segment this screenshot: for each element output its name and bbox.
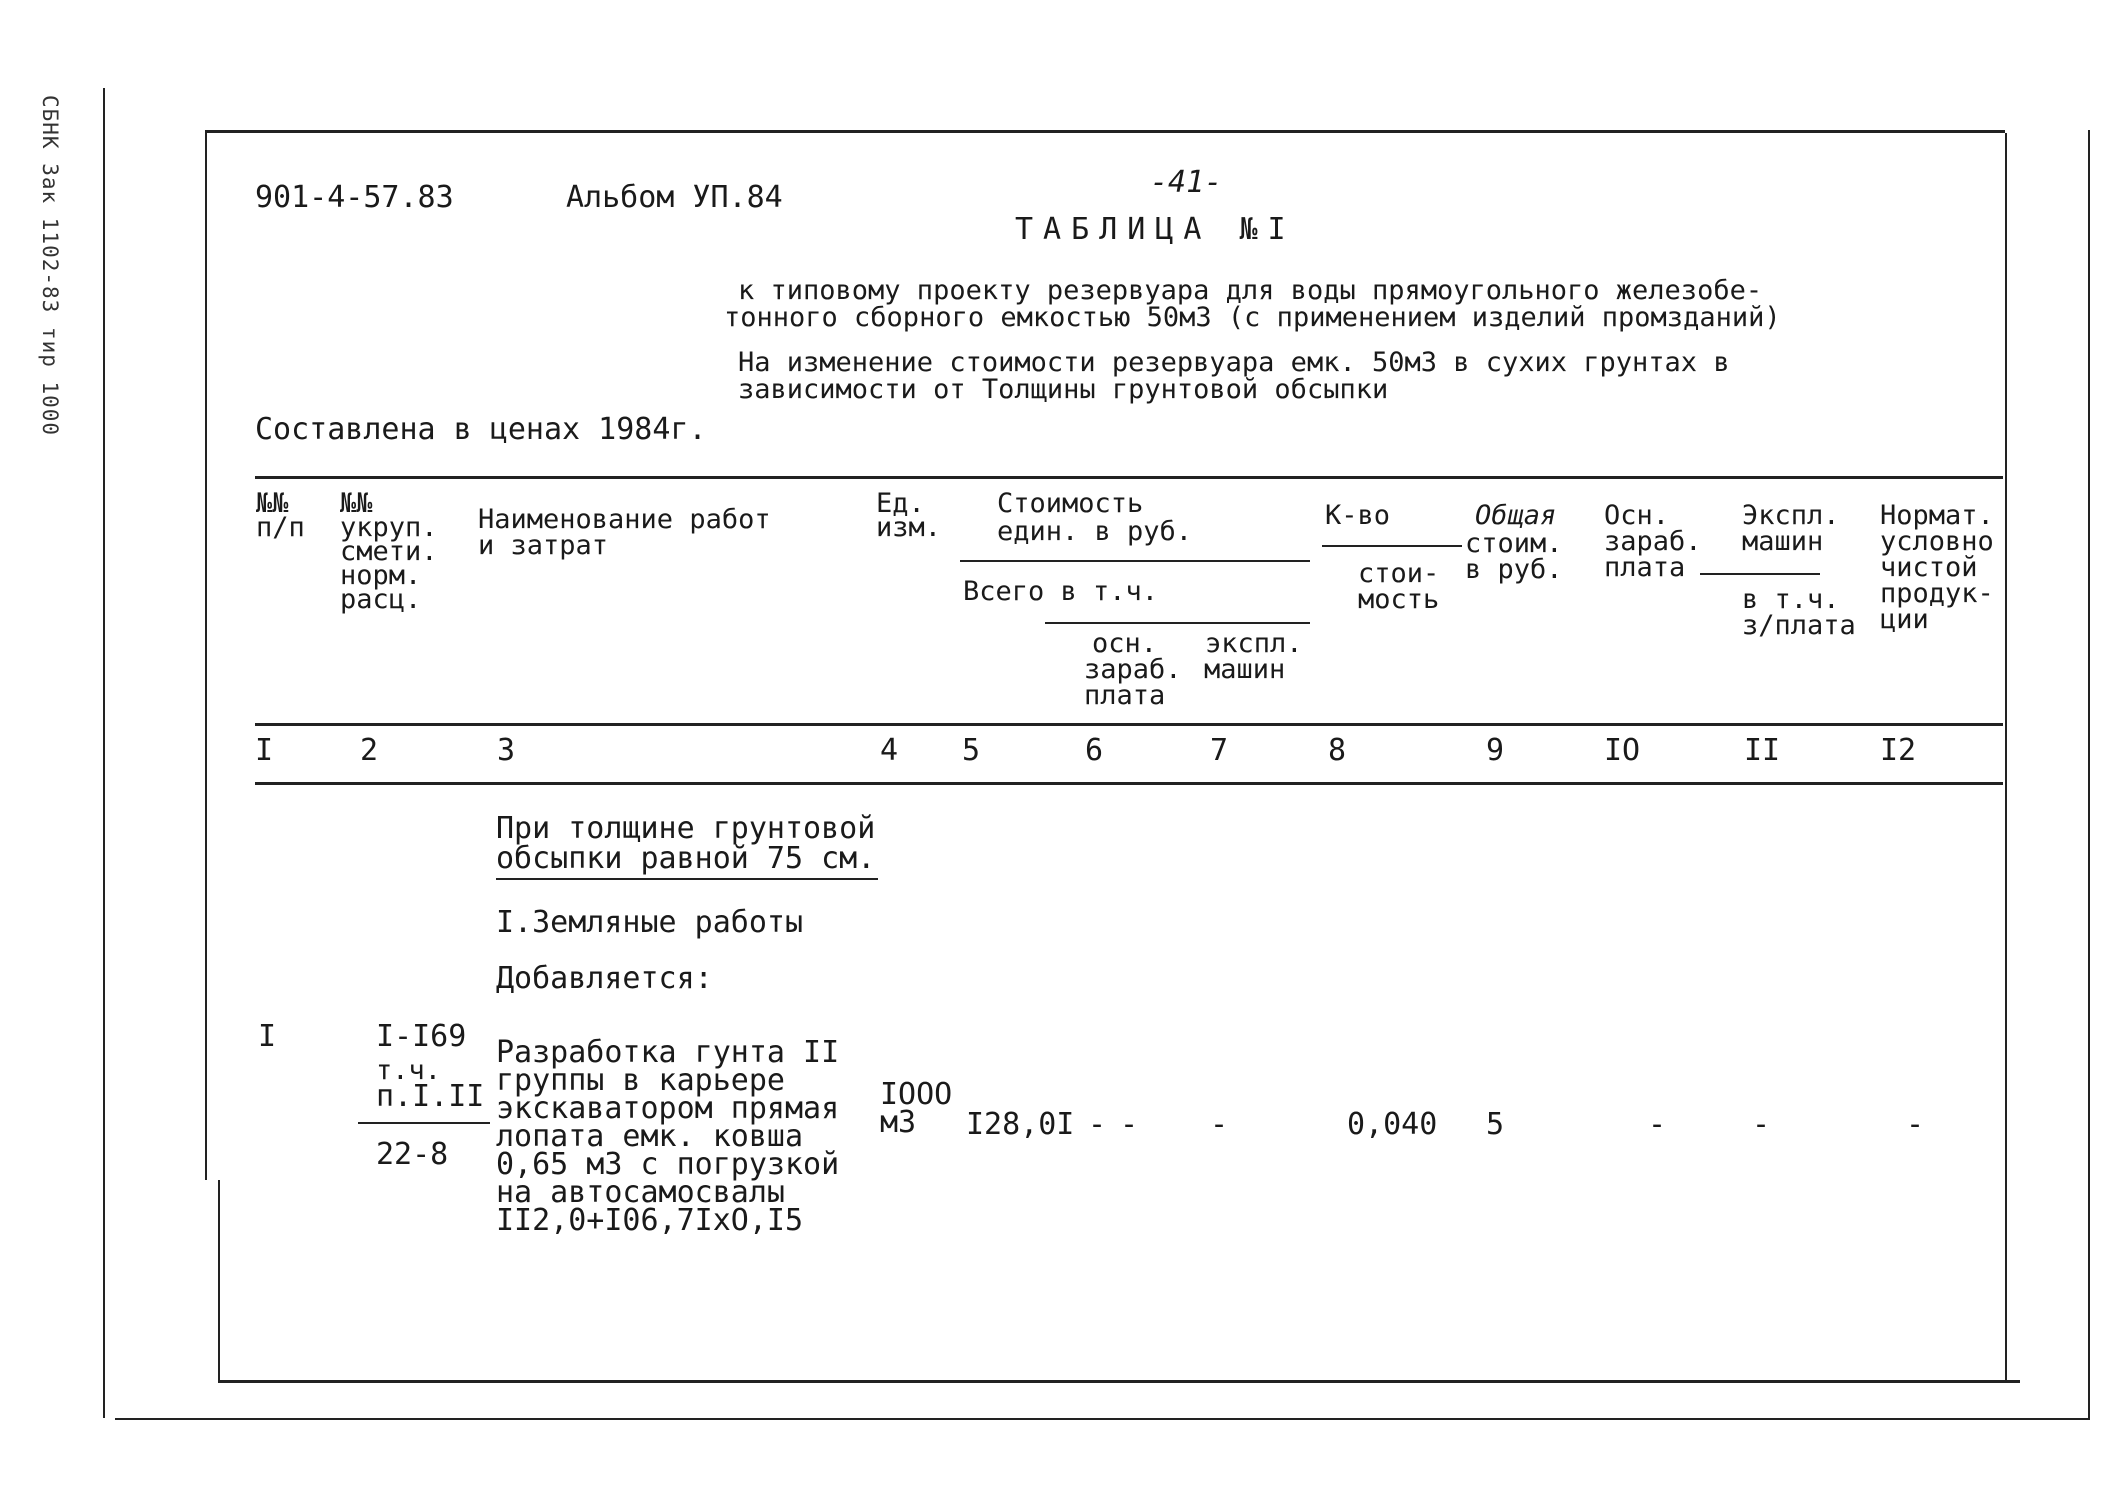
hdr-c4-l1: Ед.: [876, 488, 925, 519]
hdr-c12-l4: продук-: [1880, 578, 1994, 609]
colnum-5: 5: [962, 733, 981, 768]
section-heading-l2: обсыпки равной 75 см.: [496, 841, 876, 876]
section-heading-underline: [496, 878, 878, 880]
cost-under-line: [960, 560, 1310, 562]
page-number: -41-: [1150, 165, 1223, 200]
hdr-c12-l1: Нормат.: [1880, 500, 1994, 531]
row-name-l1: Разработка гунта II: [496, 1035, 840, 1070]
inner-left: [205, 130, 207, 1180]
row-qty: 0,040: [1347, 1107, 1438, 1142]
hdr-c2-l5: расц.: [340, 584, 422, 615]
row-unit-l1: IOOO: [880, 1077, 953, 1112]
row-c7: -: [1210, 1107, 1229, 1142]
row-total: I28,0I: [966, 1107, 1075, 1142]
colnum-10: IO: [1604, 733, 1641, 768]
hdr-c9-l3: в руб.: [1465, 554, 1563, 585]
section-heading-l1: При толщине грунтовой: [496, 811, 876, 846]
hdr-c11-l4: з/плата: [1742, 610, 1856, 641]
side-stamp-text: СБНК 3ак 1102-83 тир 1000: [38, 95, 62, 437]
hdr-c12-l2: условно: [1880, 526, 1994, 557]
album-label: Альбом УП.84: [566, 180, 783, 215]
row-c11: -: [1752, 1107, 1771, 1142]
hdr-c2-l1: №№: [340, 488, 373, 519]
subtitle-line-2: тонного сборного емкостью 50м3 (с применением изделий промзданий): [724, 302, 1781, 333]
hdr-c2-l4: норм.: [340, 560, 422, 591]
hdr-c10-l1: Осн.: [1604, 500, 1670, 531]
hdr-c7-l2: машин: [1204, 654, 1286, 685]
colnum-11: II: [1744, 733, 1781, 768]
hdr-c2-l2: укруп.: [340, 512, 438, 543]
row-name-l3: экскаватором прямая: [496, 1091, 840, 1126]
hdr-c3-l1: Наименование работ: [478, 504, 771, 535]
hdr-c8-top: К-во: [1325, 500, 1391, 531]
hdr-cost-l2: един. в руб.: [997, 516, 1193, 547]
vsego-under-line: [1045, 622, 1310, 624]
inner-left-lower: [218, 1180, 220, 1380]
hdr-c2-l3: смети.: [340, 536, 438, 567]
hdr-c11-l1: Экспл.: [1742, 500, 1840, 531]
row-c10: -: [1648, 1107, 1667, 1142]
row-unit-l2: м3: [880, 1105, 917, 1140]
hdr-c12-l5: ции: [1880, 604, 1929, 635]
colnum-8: 8: [1328, 733, 1347, 768]
row-norm-l3: п.I.II: [376, 1079, 485, 1114]
composed-prices: Составлена в ценах 1984г.: [255, 412, 707, 447]
colnum-7: 7: [1210, 733, 1229, 768]
hdr-c6-l1: осн.: [1092, 628, 1158, 659]
subtitle-line-4: зависимости от Толщины грунтовой обсыпки: [738, 374, 1389, 405]
hdr-c3-l2: и затрат: [478, 530, 609, 561]
row-number: I: [258, 1019, 277, 1054]
section-group: I.Земляные работы: [496, 905, 804, 940]
colnum-3: 3: [497, 733, 516, 768]
frame-left: [103, 88, 105, 1418]
row-name-l6: на автосамосвалы: [496, 1175, 785, 1210]
hdr-c5-total: Всего в т.ч.: [963, 576, 1159, 607]
hdr-c8-l2: мость: [1358, 584, 1440, 615]
row-sum: 5: [1486, 1107, 1505, 1142]
table-top-line: [255, 476, 2003, 479]
colnum-6: 6: [1085, 733, 1104, 768]
hdr-c1-l2: п/п: [256, 512, 305, 543]
row-name-l2: группы в карьере: [496, 1063, 785, 1098]
row-name-l5: 0,65 м3 с погрузкой: [496, 1147, 840, 1182]
hdr-c9-l1: Общая: [1475, 500, 1557, 531]
row-name-l4: лопата емк. ковша: [496, 1119, 804, 1154]
row-name-l7: II2,0+I06,7IxO,I5: [496, 1203, 804, 1238]
inner-bottom: [218, 1380, 2020, 1383]
machines-under-line: [1700, 573, 1820, 575]
colnum-12: I2: [1880, 733, 1917, 768]
hdr-c11-l3: в т.ч.: [1742, 584, 1840, 615]
row-c6: -: [1120, 1107, 1139, 1142]
hdr-c10-l3: плата: [1604, 552, 1686, 583]
subtitle-line-3: На изменение стоимости резервуара емк. 50м3 в сухих грунтах в: [738, 347, 1730, 378]
hdr-c6-l3: плата: [1084, 680, 1166, 711]
hdr-cost-l1: Стоимость: [997, 488, 1144, 519]
section-added: Добавляется:: [496, 961, 713, 996]
row-norm-divider: [358, 1122, 490, 1124]
header-bottom-line: [255, 723, 2003, 726]
hdr-c12-l3: чистой: [1880, 552, 1978, 583]
hdr-c6-l2: зараб.: [1084, 654, 1182, 685]
hdr-c8-l1: стои-: [1358, 558, 1440, 589]
hdr-c11-l2: машин: [1742, 526, 1824, 557]
subtitle-line-1: к типовому проекту резервуара для воды прямоугольного железобе-: [738, 275, 1763, 306]
row-norm-bottom: 22-8: [376, 1137, 449, 1172]
frame-right: [2088, 130, 2090, 1420]
hdr-c9-l2: стоим.: [1465, 528, 1563, 559]
colnum-1: I: [255, 733, 274, 768]
hdr-c10-l2: зараб.: [1604, 526, 1702, 557]
row-c12: -: [1906, 1107, 1925, 1142]
inner-right: [2005, 133, 2007, 1383]
inner-top: [205, 130, 2005, 133]
project-code: 901-4-57.83: [255, 180, 454, 215]
row-norm-l1: I-I69: [376, 1019, 467, 1054]
colnum-2: 2: [360, 733, 379, 768]
colnum-9: 9: [1486, 733, 1505, 768]
row-norm-l2: т.ч.: [376, 1055, 442, 1086]
hdr-c7-l1: экспл.: [1205, 628, 1303, 659]
hdr-c1-l1: №№: [256, 488, 289, 519]
qty-under-line: [1322, 545, 1462, 547]
row-c5-dash: -: [1088, 1107, 1107, 1142]
colnum-4: 4: [880, 733, 899, 768]
table-title: ТАБЛИЦА №I: [1015, 212, 1296, 247]
hdr-c4-l2: изм.: [876, 512, 942, 543]
colnum-bottom-line: [255, 782, 2003, 785]
frame-bottom: [115, 1418, 2090, 1420]
